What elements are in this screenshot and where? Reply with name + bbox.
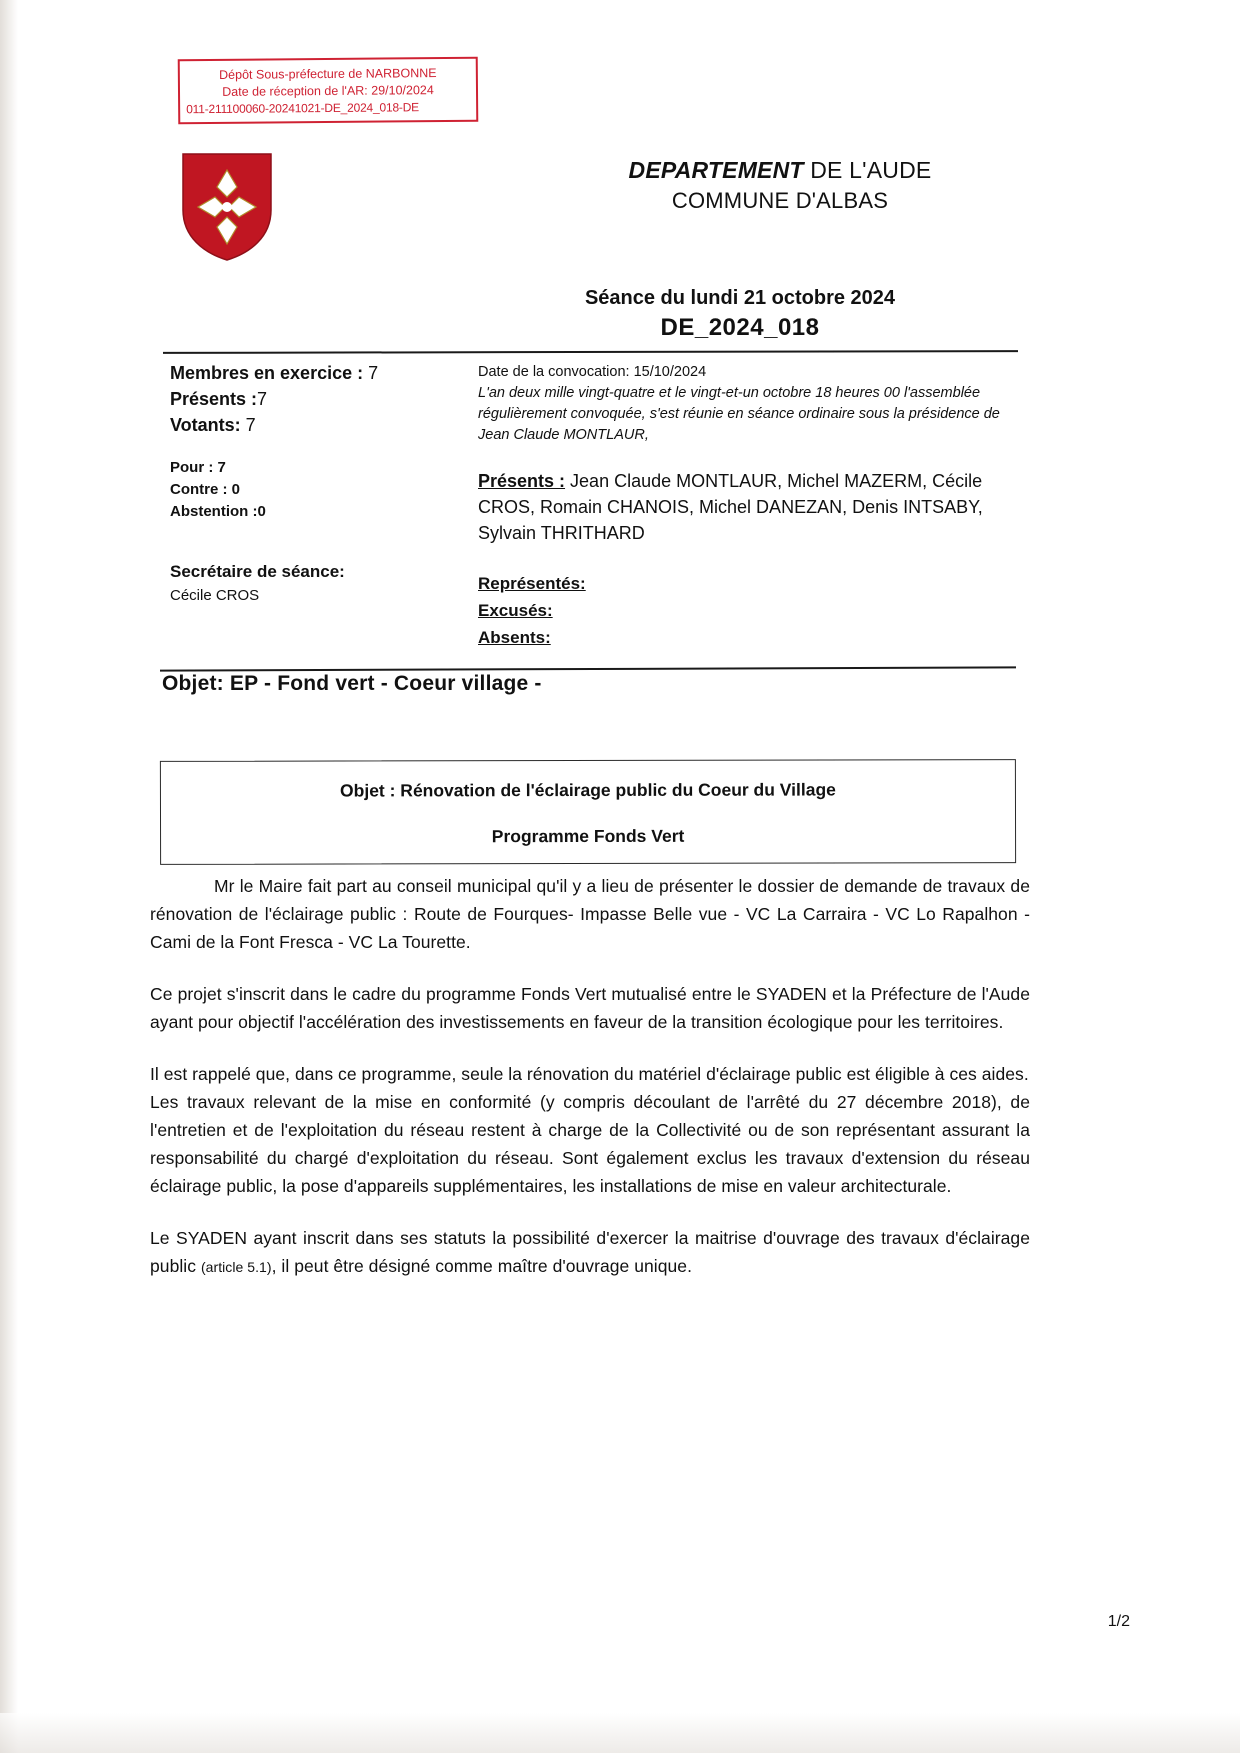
objet-box — [160, 759, 1016, 865]
count-row — [170, 386, 470, 412]
scan-edge-bottom — [0, 1713, 1240, 1753]
divider-objet — [160, 666, 1016, 671]
count-label-members: Membres en exercice : — [170, 363, 369, 383]
vote-abstention: Abstention :0 — [170, 503, 266, 520]
divider-top — [163, 350, 1018, 354]
department-line — [520, 155, 1040, 186]
count-value-members: 7 — [368, 363, 379, 383]
status-list — [478, 570, 1018, 651]
status-excused: Excusés: — [478, 601, 553, 620]
body-paragraph-5 — [150, 1224, 1030, 1281]
count-value-voters: 7 — [245, 415, 256, 435]
body-paragraph-2: Ce projet s'inscrit dans le cadre du programme Fonds Vert mutualisé entre le SYADEN et la Préfecture de l'Aude ayant pour objectif l'accélération des investissements en faveur de la transition écologique pour les territoires. — [150, 984, 1030, 1032]
body-p5-part1: Le SYADEN ayant inscrit dans ses statuts la possibilité d'exercer la maitrise d'ouvrage des travaux d'éclairage public — [150, 1228, 1030, 1276]
vote-for: Pour : 7 — [170, 459, 226, 476]
secretary-section — [170, 559, 470, 607]
secretary-label: Secrétaire de séance: — [170, 562, 345, 581]
stamp-line-reference: 011-211100060-20241021-DE_2024_018-DE — [186, 100, 420, 117]
session-header — [430, 285, 1050, 344]
commune-line: COMMUNE D'ALBAS — [671, 188, 889, 213]
convocation-date: Date de la convocation: 15/10/2024 — [478, 364, 707, 380]
coat-of-arms-icon — [180, 152, 274, 262]
count-value-present: 7 — [257, 389, 268, 409]
body-p5-article: (article 5.1) — [200, 1259, 272, 1275]
body-paragraph-4: Les travaux relevant de la mise en conformité (y compris découlant de l'arrêté du 27 décembre 2018), de l'entretien et de l'exploitation du réseau restent à charge de la Collectivité ou de son représentant assurant la responsabilité du chargé d'exploitation du réseau. Sont également exclus les travaux d'extension du réseau éclairage public, la pose d'appareils supplémentaires, les installations de mise en valeur architecturale. — [150, 1092, 1030, 1196]
document-body — [150, 872, 1030, 1305]
department-word: DEPARTEMENT — [628, 157, 804, 183]
deposit-stamp — [178, 57, 479, 125]
body-paragraph-3: Il est rappelé que, dans ce programme, seule la rénovation du matériel d'éclairage public est éligible à ces aides. — [150, 1064, 1029, 1084]
department-header — [520, 155, 1040, 216]
attendance-counts — [170, 360, 470, 607]
page-number: 1/2 — [1107, 1613, 1130, 1630]
session-date: Séance du lundi 21 octobre 2024 — [584, 287, 896, 309]
objet-heading: Objet: EP - Fond vert - Coeur village - — [162, 672, 542, 695]
count-row — [170, 360, 470, 386]
vote-tally — [170, 457, 470, 523]
status-represented: Représentés: — [478, 574, 586, 593]
presents-label: Présents : — [478, 471, 566, 491]
body-p5-part2: , il peut être désigné comme maître d'ouvrage unique. — [271, 1256, 693, 1276]
stamp-line-prefecture: Dépôt Sous-préfecture de NARBONNE — [219, 66, 437, 82]
count-label-present: Présents : — [170, 389, 258, 409]
status-absent: Absents: — [478, 628, 551, 647]
convocation-section — [478, 362, 1018, 651]
presents-names: Jean Claude MONTLAUR, Michel MAZERM, Cécile CROS, Romain CHANOIS, Michel DANEZAN, Denis INTSABY, Sylvain THRITHARD — [478, 471, 983, 543]
body-paragraph-1: Mr le Maire fait part au conseil municipal qu'il y a lieu de présenter le dossier de demande de travaux de rénovation de l'éclairage public : Route de Fourques- Impasse Belle vue - VC La Carraira - VC Lo Rapalhon - Cami de la Font Fresca - VC La Tourette. — [150, 876, 1030, 952]
department-rest: DE L'AUDE — [803, 157, 932, 183]
presents-row — [478, 468, 1018, 546]
secretary-name: Cécile CROS — [170, 587, 260, 604]
stamp-line-date: Date de réception de l'AR: 29/10/2024 — [222, 83, 434, 99]
vote-against: Contre : 0 — [170, 481, 241, 498]
objet-box-title: Objet : Rénovation de l'éclairage public du Coeur du Village — [339, 779, 836, 801]
convocation-text: L'an deux mille vingt-quatre et le vingt-et-un octobre 18 heures 00 l'assemblée régulièrement convoquée, s'est réunie en séance ordinaire sous la présidence de Jean Claude MONTLAUR, — [478, 385, 1000, 443]
deliberation-reference: DE_2024_018 — [660, 314, 820, 341]
count-row — [170, 412, 470, 438]
scan-edge-left — [0, 0, 18, 1753]
presents-section — [478, 468, 1018, 546]
objet-box-subtitle: Programme Fonds Vert — [491, 825, 685, 847]
count-label-voters: Votants: — [170, 415, 246, 435]
